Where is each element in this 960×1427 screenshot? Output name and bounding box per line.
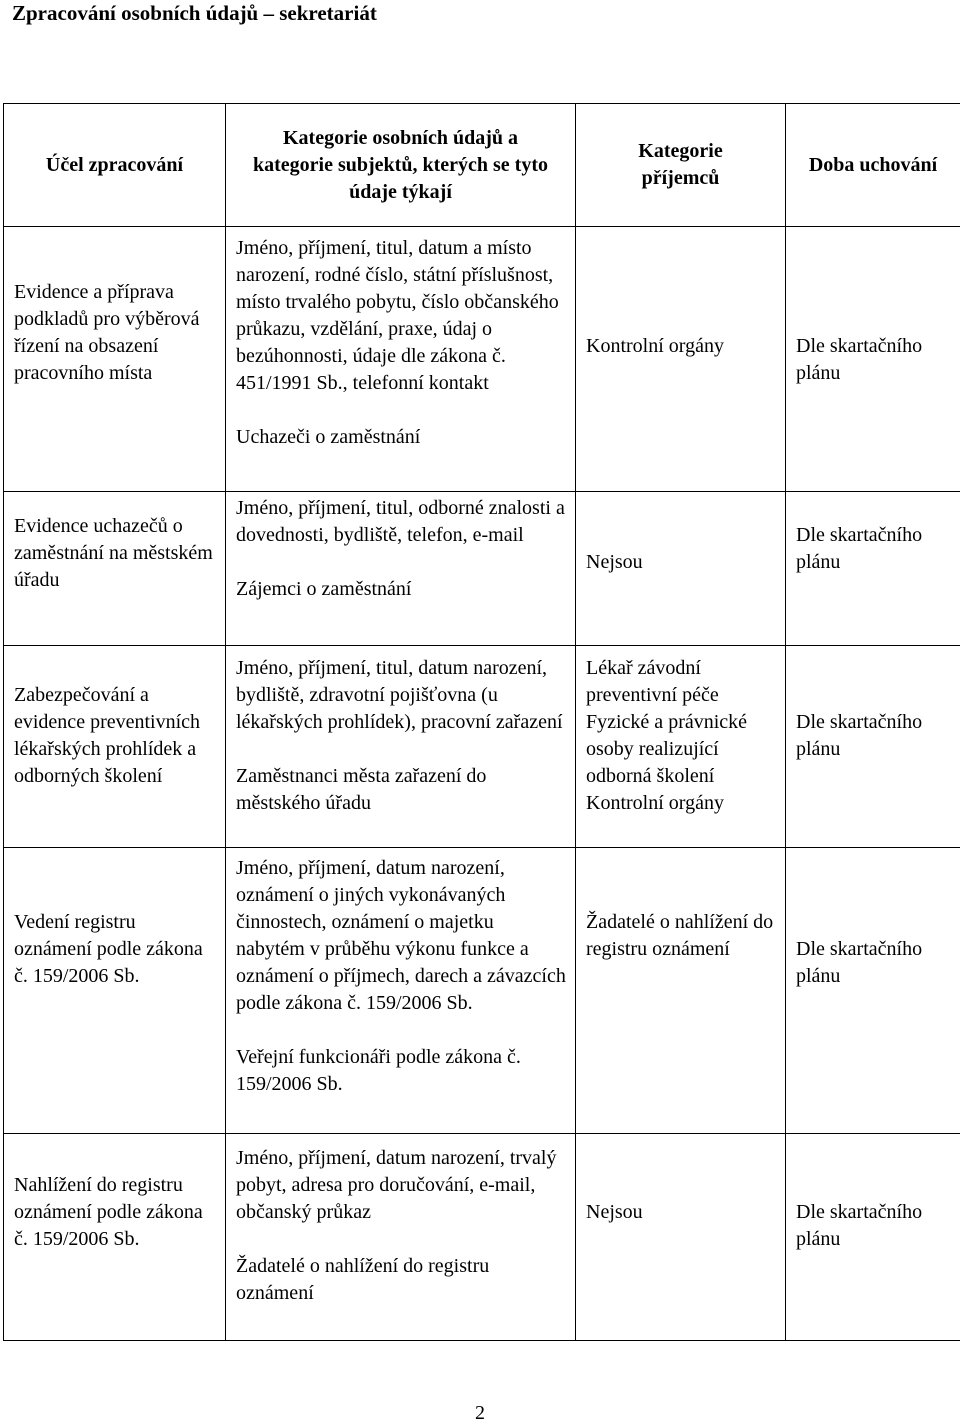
- subjects-text: Žadatelé o nahlížení do registru oznámení: [236, 1253, 567, 1307]
- recipients-text: Kontrolní orgány: [586, 335, 724, 357]
- purpose-cell: [4, 646, 226, 848]
- retention-text: Dle skartačního plánu: [796, 524, 922, 573]
- data-text: Jméno, příjmení, titul, odborné znalosti a dovednosti, bydliště, telefon, e-mail: [236, 495, 567, 549]
- recipients-cell: [576, 848, 786, 1134]
- header-purpose: [4, 104, 226, 227]
- header-purpose-label: Účel zpracování: [46, 154, 183, 176]
- recipients-cell: [576, 227, 786, 492]
- subjects-text: Uchazeči o zaměstnání: [236, 424, 567, 451]
- data-cell: [226, 1134, 576, 1341]
- purpose-cell: [4, 1134, 226, 1341]
- data-text: Jméno, příjmení, datum narození, oznámení o jiných vykonávaných činnostech, oznámení o majetku nabytém v průběhu výkonu funkce a oznámení o příjmech, darech a závazcích podle zákona č. 159/2006 Sb.: [236, 855, 567, 1017]
- purpose-text: Vedení registru oznámení podle zákona č. 159/2006 Sb.: [14, 911, 203, 987]
- page-title: Zpracování osobních údajů – sekretariát: [12, 0, 377, 27]
- purpose-text: Zabezpečování a evidence preventivních lékařských prohlídek a odborných školení: [14, 684, 200, 787]
- table-row: [4, 492, 960, 646]
- retention-text: Dle skartačního plánu: [796, 335, 922, 384]
- data-text: Jméno, příjmení, datum narození, trvalý pobyt, adresa pro doručování, e-mail, občanský průkaz: [236, 1145, 567, 1226]
- header-data-categories: [226, 104, 576, 227]
- recipients-text: Nejsou: [586, 1201, 643, 1223]
- retention-cell: [786, 227, 960, 492]
- data-cell: [226, 492, 576, 646]
- retention-cell: [786, 1134, 960, 1341]
- recipients-text: Lékař závodní preventivní péče Fyzické a právnické osoby realizující odborná školení Kontrolní orgány: [586, 657, 747, 814]
- purpose-text: Evidence uchazečů o zaměstnání na městském úřadu: [14, 515, 213, 591]
- header-retention: [786, 104, 960, 227]
- table-header-row: [4, 104, 960, 227]
- recipients-cell: [576, 1134, 786, 1341]
- retention-text: Dle skartačního plánu: [796, 1201, 922, 1250]
- retention-cell: [786, 492, 960, 646]
- subjects-text: Veřejní funkcionáři podle zákona č. 159/2006 Sb.: [236, 1044, 567, 1098]
- table-row: [4, 1134, 960, 1341]
- purpose-cell: [4, 227, 226, 492]
- page-number: 2: [0, 1400, 960, 1427]
- recipients-text: Nejsou: [586, 551, 643, 573]
- table-row: [4, 227, 960, 492]
- data-text: Jméno, příjmení, titul, datum a místo narození, rodné číslo, státní příslušnost, místo trvalého pobytu, číslo občanského průkazu, vzdělání, praxe, údaj o bezúhonnosti, údaje dle zákona č. 451/1991 Sb., telefonní kontakt: [236, 235, 567, 397]
- data-cell: [226, 646, 576, 848]
- purpose-cell: [4, 492, 226, 646]
- retention-cell: [786, 848, 960, 1134]
- header-recipients-label: Kategorie příjemců: [638, 140, 722, 189]
- purpose-text: Nahlížení do registru oznámení podle zákona č. 159/2006 Sb.: [14, 1174, 203, 1250]
- purpose-text: Evidence a příprava podkladů pro výběrová řízení na obsazení pracovního místa: [14, 281, 200, 384]
- data-cell: [226, 848, 576, 1134]
- data-cell: [226, 227, 576, 492]
- purpose-cell: [4, 848, 226, 1134]
- table-row: [4, 646, 960, 848]
- header-data-categories-label: Kategorie osobních údajů a kategorie subjektů, kterých se tyto údaje týkají: [253, 127, 548, 203]
- recipients-cell: [576, 492, 786, 646]
- header-retention-label: Doba uchování: [809, 154, 937, 176]
- retention-text: Dle skartačního plánu: [796, 711, 922, 760]
- data-processing-table: [3, 103, 960, 1341]
- subjects-text: Zaměstnanci města zařazení do městského úřadu: [236, 763, 567, 817]
- data-text: Jméno, příjmení, titul, datum narození, bydliště, zdravotní pojišťovna (u lékařských prohlídek), pracovní zařazení: [236, 655, 567, 736]
- recipients-cell: [576, 646, 786, 848]
- header-recipients: [576, 104, 786, 227]
- retention-cell: [786, 646, 960, 848]
- table-row: [4, 848, 960, 1134]
- retention-text: Dle skartačního plánu: [796, 938, 922, 987]
- recipients-text: Žadatelé o nahlížení do registru oznámení: [586, 911, 773, 960]
- subjects-text: Zájemci o zaměstnání: [236, 576, 567, 603]
